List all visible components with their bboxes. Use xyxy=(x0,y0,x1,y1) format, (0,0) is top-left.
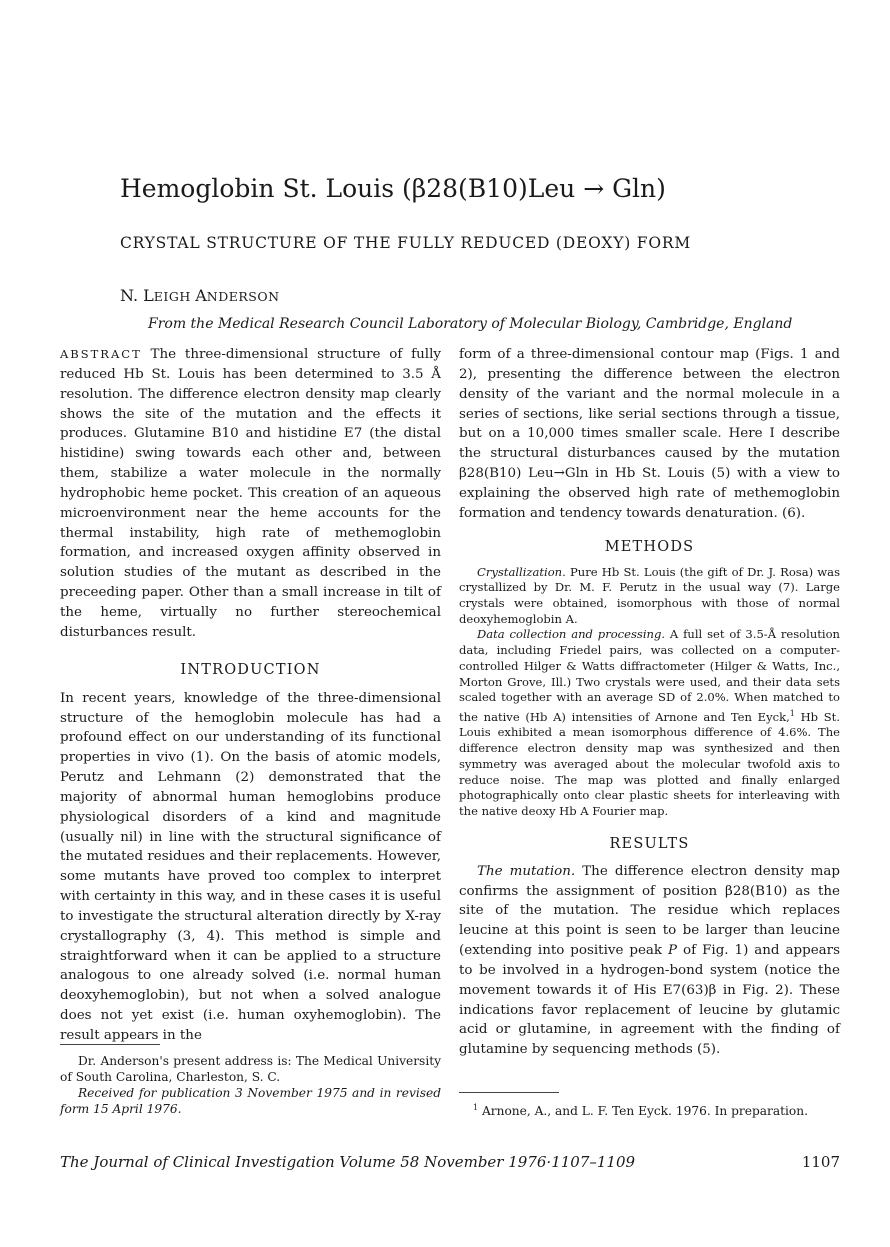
data-collection-text-1: A full set of 3.5-Å resolution data, including Friedel pairs, was collected on a computer-controlled Hilger & Watts diffractometer (Hilger & Watts, Inc., Morton Grove, Ill.) Two crystals were used, and their data sets scaled together with an average SD of 2.0%. When matched to the native (Hb A) intensities of Arnone and Ten Eyck, xyxy=(459,627,840,724)
mutation-text-1: The difference electron density map confirms the assignment of position β28(B10) as the site of the mutation. The residue which replaces leucine at this point is seen to be larger than leucine (extending into positive peak xyxy=(459,863,840,959)
right-footnote-text: Arnone, A., and L. F. Ten Eyck. 1976. In preparation. xyxy=(478,1104,808,1119)
page-number: 1107 xyxy=(801,1153,840,1171)
right-footnote xyxy=(459,1100,840,1119)
crystallization-text: Pure Hb St. Louis (the gift of Dr. J. Rosa) was crystallized by Dr. M. F. Perutz in the usual way (7). Large crystals were obtained, isomorphous with those of normal deoxyhemoglobin A. xyxy=(459,564,840,626)
article-title: Hemoglobin St. Louis (β28(B10)Leu → Gln) xyxy=(120,174,666,203)
footnote-marker: 1 xyxy=(789,708,795,718)
data-collection-text-2: Hb St. Louis exhibited a mean isomorphous difference of 4.6%. The difference electron density map was synthesized and then symmetry was averaged about the molecular twofold axis to reduce noise. The map was plotted and finally enlarged photographically onto clear plastic sheets for interleaving with the native deoxy Hb A Fourier map. xyxy=(459,709,840,818)
author-first-rest: EIGH xyxy=(153,289,196,304)
crystallization-paragraph xyxy=(459,565,840,628)
left-column xyxy=(60,345,441,1046)
journal-citation: The Journal of Clinical Investigation Volume 58 November 1976·1107–1109 xyxy=(60,1153,636,1171)
received-footnote: Received for publication 3 November 1975 and in revised form 15 April 1976. xyxy=(60,1086,441,1116)
results-heading: RESULTS xyxy=(609,835,690,852)
author-last-initial: A xyxy=(195,286,207,305)
introduction-continued: form of a three-dimensional contour map (Figs. 1 and 2), presenting the difference between the electron density of the variant and the normal molecule in a series of sections, like serial sections through a tissue, but on a 10,000 times smaller scale. Here I describe the structural disturbances caused by the mutation β28(B10) Leu→Gln in Hb St. Louis (5) with a view to explaining the observed high rate of methemoglobin formation and tendency towards denaturation. (6). xyxy=(459,347,840,521)
methods-section xyxy=(459,565,840,820)
author-initial: N. L xyxy=(120,286,154,305)
mutation-paragraph xyxy=(459,862,840,1060)
data-collection-paragraph xyxy=(459,627,840,819)
peak-label: P xyxy=(668,943,678,959)
address-footnote: Dr. Anderson's present address is: The Medical University of South Carolina, Charleston, S. C. xyxy=(60,1054,441,1084)
mutation-text-2: of Fig. 1) and appears to be involved in a hydrogen-bond system (notice the movement towards it of His E7(63)β in Fig. 2). These indications favor replacement of leucine by glutamic acid or glutamine, in agreement with the finding of glutamine by sequencing methods (5). xyxy=(459,943,840,1058)
left-footnotes xyxy=(60,1053,441,1117)
abstract-paragraph xyxy=(60,345,441,643)
introduction-heading: INTRODUCTION xyxy=(180,661,321,678)
author-name xyxy=(120,285,280,308)
right-footnote-divider xyxy=(459,1092,559,1093)
mutation-label: The mutation. xyxy=(477,863,576,879)
article-subtitle: CRYSTAL STRUCTURE OF THE FULLY REDUCED (DEOXY) FORM xyxy=(120,234,692,252)
data-collection-label: Data collection and processing. xyxy=(477,627,666,642)
author-last-rest: NDERSON xyxy=(206,289,280,304)
right-footnote-marker: 1 xyxy=(473,1103,479,1112)
introduction-text: In recent years, knowledge of the three-dimensional structure of the hemoglobin molecule has had a profound effect on our understanding of its functional properties in vivo (1). On the basis of atomic models, Perutz and Lehmann (2) demonstrated that the majority of abnormal human hemoglobins produce physiological disorders of a kind and magnitude (usually nil) in line with the structural significance of the mutated residues and their replacements. However, some mutants have proved too complex to interpret with certainty in this way, and in these cases it is useful to investigate the structural alteration directly by X-ray crystallography (3, 4). This method is simple and straightforward when it can be applied to a structure analogous to one already solved (i.e. normal human deoxyhemoglobin), but not when a solved analogue does not yet exist (i.e. human oxyhemoglobin). The result appears in the xyxy=(60,690,441,1043)
footnote-divider xyxy=(60,1044,160,1045)
author-affiliation: From the Medical Research Council Laboratory of Molecular Biology, Cambridge, England xyxy=(148,316,793,332)
abstract-text: The three-dimensional structure of fully reduced Hb St. Louis has been determined to 3.5 Å resolution. The difference electron density map clearly shows the site of the mutation and the effects it produces. Glutamine B10 and histidine E7 (the distal histidine) swing towards each other and, between them, stabilize a water molecule in the normally hydrophobic heme pocket. This creation of an aqueous microenvironment near the heme accounts for the thermal instability, high rate of methemoglobin formation, and increased oxygen affinity observed in solution studies of the mutant as described in the preceeding paper. Other than a small increase in tilt of the heme, virtually no further stereochemical disturbances result. xyxy=(60,347,441,640)
crystallization-label: Crystallization. xyxy=(477,564,566,579)
right-column xyxy=(459,345,840,1060)
methods-heading: METHODS xyxy=(604,538,695,555)
abstract-label: ABSTRACT xyxy=(60,347,142,361)
